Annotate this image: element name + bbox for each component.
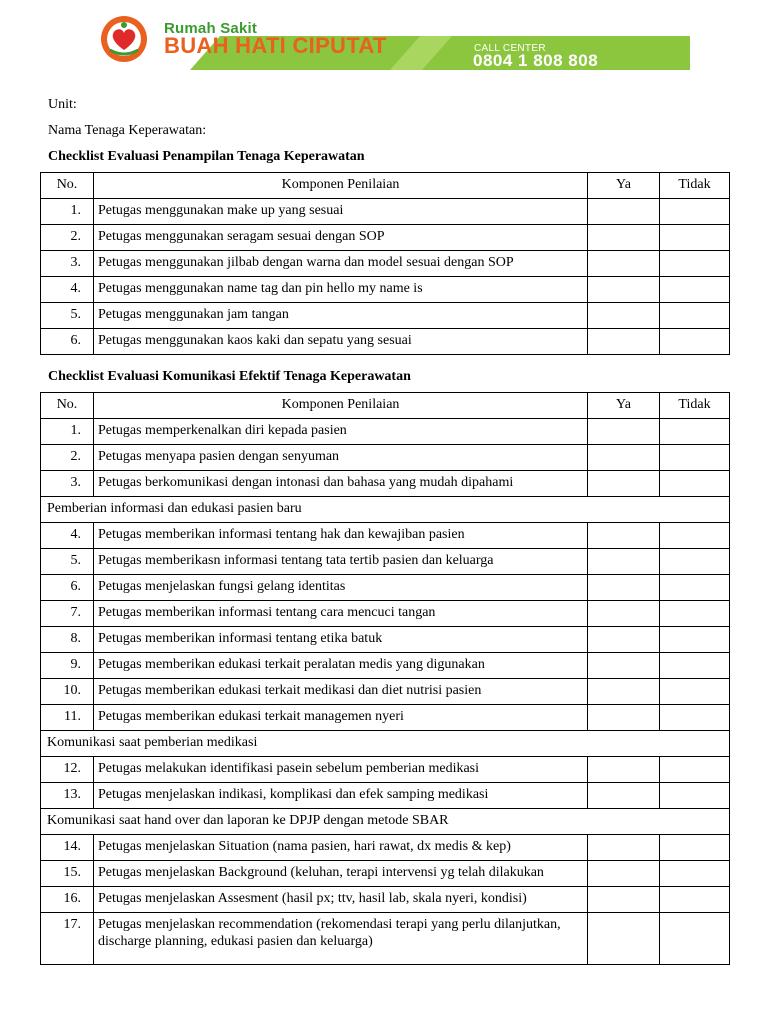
hospital-logo-icon: [96, 14, 152, 64]
table-row: [41, 757, 730, 783]
yes-cell[interactable]: [588, 627, 660, 653]
table-row: [41, 303, 730, 329]
yes-cell[interactable]: [588, 471, 660, 497]
row-number: 4.: [41, 523, 94, 549]
row-number: 3.: [41, 251, 94, 277]
row-number: 1.: [41, 199, 94, 225]
row-number: 2.: [41, 445, 94, 471]
group-row: [41, 731, 730, 757]
yes-cell[interactable]: [588, 225, 660, 251]
yes-cell[interactable]: [588, 705, 660, 731]
yes-cell[interactable]: [588, 835, 660, 861]
no-cell[interactable]: [660, 679, 730, 705]
yes-cell[interactable]: [588, 783, 660, 809]
no-cell[interactable]: [660, 601, 730, 627]
row-criterion: Petugas memberikan informasi tentang cara mencuci tangan: [94, 601, 588, 627]
table-row: [41, 653, 730, 679]
row-criterion: Petugas memberikan informasi tentang etika batuk: [94, 627, 588, 653]
no-cell[interactable]: [660, 913, 730, 965]
call-center-number: 0804 1 808 808: [473, 51, 599, 70]
yes-cell[interactable]: [588, 445, 660, 471]
table-row: [41, 225, 730, 251]
communication-checklist-table: [40, 392, 730, 965]
yes-cell[interactable]: [588, 653, 660, 679]
yes-cell[interactable]: [588, 549, 660, 575]
table-row: [41, 471, 730, 497]
group-row: [41, 809, 730, 835]
yes-cell[interactable]: [588, 757, 660, 783]
row-criterion: Petugas menjelaskan Background (keluhan, terapi intervensi yg telah dilakukan: [94, 861, 588, 887]
row-number: 4.: [41, 277, 94, 303]
row-criterion: Petugas memperkenalkan diri kepada pasien: [94, 419, 588, 445]
table-row: [41, 601, 730, 627]
group-row: [41, 497, 730, 523]
table-row: [41, 251, 730, 277]
row-criterion: Petugas memberikan edukasi terkait managemen nyeri: [94, 705, 588, 731]
no-cell[interactable]: [660, 705, 730, 731]
header-yes: Ya: [588, 173, 660, 199]
header-yes: Ya: [588, 393, 660, 419]
row-criterion: Petugas menjelaskan Assesment (hasil px; ttv, hasil lab, skala nyeri, kondisi): [94, 887, 588, 913]
no-cell[interactable]: [660, 861, 730, 887]
yes-cell[interactable]: [588, 329, 660, 355]
row-criterion: Petugas menggunakan name tag dan pin hello my name is: [94, 277, 588, 303]
group-heading: Komunikasi saat pemberian medikasi: [41, 731, 730, 757]
table-row: [41, 783, 730, 809]
row-criterion: Petugas memberikan informasi tentang hak dan kewajiban pasien: [94, 523, 588, 549]
row-number: 3.: [41, 471, 94, 497]
no-cell[interactable]: [660, 225, 730, 251]
no-cell[interactable]: [660, 757, 730, 783]
row-criterion: Petugas menggunakan jam tangan: [94, 303, 588, 329]
table-row: [41, 445, 730, 471]
no-cell[interactable]: [660, 277, 730, 303]
table-row: [41, 835, 730, 861]
communication-checklist-title: Checklist Evaluasi Komunikasi Efektif Tenaga Keperawatan: [48, 369, 411, 384]
nurse-name-field-label: Nama Tenaga Keperawatan:: [48, 123, 207, 138]
table-row: [41, 549, 730, 575]
table-row: [41, 705, 730, 731]
yes-cell[interactable]: [588, 419, 660, 445]
table-row: [41, 199, 730, 225]
header-no-answer: Tidak: [660, 173, 730, 199]
no-cell[interactable]: [660, 199, 730, 225]
yes-cell[interactable]: [588, 303, 660, 329]
letterhead: [0, 0, 768, 80]
row-criterion: Petugas menggunakan jilbab dengan warna dan model sesuai dengan SOP: [94, 251, 588, 277]
row-criterion: Petugas memberikan edukasi terkait peralatan medis yang digunakan: [94, 653, 588, 679]
yes-cell[interactable]: [588, 679, 660, 705]
table-row: [41, 277, 730, 303]
row-criterion: Petugas menggunakan seragam sesuai dengan SOP: [94, 225, 588, 251]
no-cell[interactable]: [660, 303, 730, 329]
yes-cell[interactable]: [588, 277, 660, 303]
table-row: [41, 861, 730, 887]
table-row: [41, 627, 730, 653]
yes-cell[interactable]: [588, 523, 660, 549]
brand-subtitle: Rumah Sakit: [164, 20, 258, 37]
row-number: 6.: [41, 329, 94, 355]
row-criterion: Petugas menjelaskan indikasi, komplikasi dan efek samping medikasi: [94, 783, 588, 809]
no-cell[interactable]: [660, 627, 730, 653]
table-row: [41, 679, 730, 705]
row-number: 10.: [41, 679, 94, 705]
header-component: Komponen Penilaian: [94, 393, 588, 419]
header-component: Komponen Penilaian: [94, 173, 588, 199]
row-number: 11.: [41, 705, 94, 731]
no-cell[interactable]: [660, 523, 730, 549]
no-cell[interactable]: [660, 653, 730, 679]
row-number: 1.: [41, 419, 94, 445]
no-cell[interactable]: [660, 887, 730, 913]
row-number: 15.: [41, 861, 94, 887]
header-no: No.: [41, 393, 94, 419]
group-heading: Pemberian informasi dan edukasi pasien baru: [41, 497, 730, 523]
no-cell[interactable]: [660, 835, 730, 861]
row-number: 9.: [41, 653, 94, 679]
row-number: 17.: [41, 913, 94, 965]
row-number: 5.: [41, 549, 94, 575]
unit-field-label: Unit:: [48, 97, 77, 112]
table-row: [41, 575, 730, 601]
row-number: 13.: [41, 783, 94, 809]
appearance-checklist-table: [40, 172, 730, 355]
row-criterion: Petugas menyapa pasien dengan senyuman: [94, 445, 588, 471]
row-criterion: Petugas memberikan edukasi terkait medikasi dan diet nutrisi pasien: [94, 679, 588, 705]
yes-cell[interactable]: [588, 887, 660, 913]
row-criterion: Petugas berkomunikasi dengan intonasi dan bahasa yang mudah dipahami: [94, 471, 588, 497]
row-number: 6.: [41, 575, 94, 601]
header-no-answer: Tidak: [660, 393, 730, 419]
no-cell[interactable]: [660, 549, 730, 575]
brand-name: BUAH HATI CIPUTAT: [164, 33, 387, 58]
row-criterion: Petugas menjelaskan recommendation (rekomendasi terapi yang perlu dilanjutkan, discharge planning, edukasi pasien dan keluarga): [94, 913, 588, 965]
table-row: [41, 419, 730, 445]
row-criterion: Petugas memberikasn informasi tentang tata tertib pasien dan keluarga: [94, 549, 588, 575]
row-criterion: Petugas melakukan identifikasi pasein sebelum pemberian medikasi: [94, 757, 588, 783]
table-row: [41, 887, 730, 913]
yes-cell[interactable]: [588, 199, 660, 225]
no-cell[interactable]: [660, 471, 730, 497]
row-number: 7.: [41, 601, 94, 627]
row-criterion: Petugas menggunakan make up yang sesuai: [94, 199, 588, 225]
group-heading: Komunikasi saat hand over dan laporan ke DPJP dengan metode SBAR: [41, 809, 730, 835]
no-cell[interactable]: [660, 419, 730, 445]
row-number: 5.: [41, 303, 94, 329]
table-header-row: [41, 393, 730, 419]
row-criterion: Petugas menjelaskan fungsi gelang identitas: [94, 575, 588, 601]
call-center-label: CALL CENTER: [474, 43, 546, 54]
table-row: [41, 523, 730, 549]
appearance-checklist-title: Checklist Evaluasi Penampilan Tenaga Keperawatan: [48, 149, 365, 164]
table-header-row: [41, 173, 730, 199]
yes-cell[interactable]: [588, 251, 660, 277]
yes-cell[interactable]: [588, 601, 660, 627]
row-number: 12.: [41, 757, 94, 783]
row-number: 16.: [41, 887, 94, 913]
row-number: 14.: [41, 835, 94, 861]
no-cell[interactable]: [660, 329, 730, 355]
no-cell[interactable]: [660, 251, 730, 277]
yes-cell[interactable]: [588, 913, 660, 965]
no-cell[interactable]: [660, 783, 730, 809]
yes-cell[interactable]: [588, 575, 660, 601]
row-criterion: Petugas menjelaskan Situation (nama pasien, hari rawat, dx medis & kep): [94, 835, 588, 861]
row-number: 2.: [41, 225, 94, 251]
table-row: [41, 329, 730, 355]
no-cell[interactable]: [660, 445, 730, 471]
row-number: 8.: [41, 627, 94, 653]
table-row: [41, 913, 730, 965]
header-no: No.: [41, 173, 94, 199]
no-cell[interactable]: [660, 575, 730, 601]
row-criterion: Petugas menggunakan kaos kaki dan sepatu yang sesuai: [94, 329, 588, 355]
yes-cell[interactable]: [588, 861, 660, 887]
